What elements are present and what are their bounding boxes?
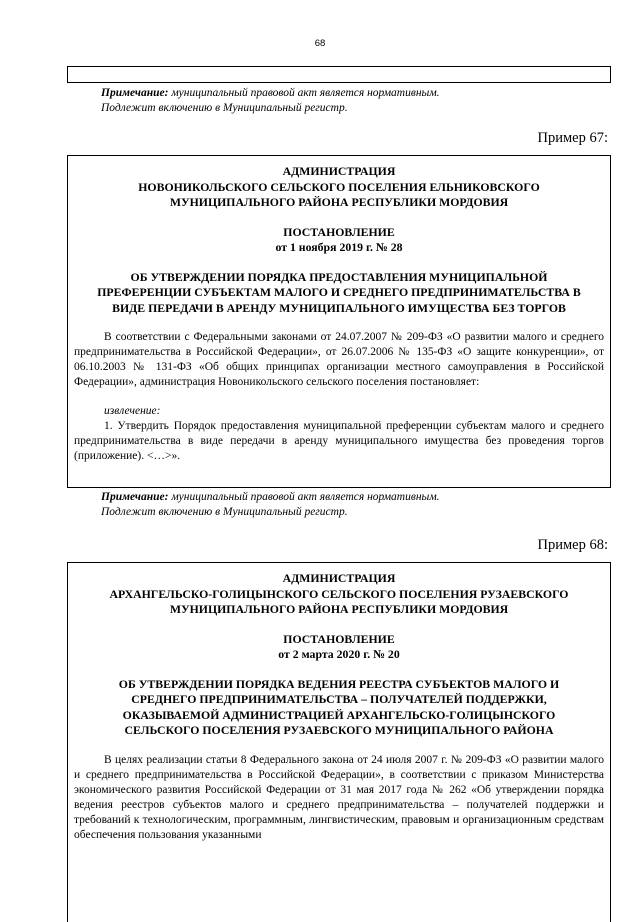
example-67-document bbox=[67, 155, 611, 488]
doc-type: ПОСТАНОВЛЕНИЕ bbox=[283, 631, 395, 646]
doc-title-line: ПРЕФЕРЕНЦИИ СУБЪЕКТАМ МАЛОГО И СРЕДНЕГО ПРЕДПРИНИМАТЕЛЬСТВА В bbox=[97, 285, 581, 299]
example-68-document bbox=[67, 562, 611, 922]
example-68-label: Пример 68: bbox=[537, 537, 608, 553]
note-2-text: муниципальный правовой акт является нормативным. bbox=[171, 491, 440, 503]
org-header-line: НОВОНИКОЛЬСКОГО СЕЛЬСКОГО ПОСЕЛЕНИЯ ЕЛЬНИКОВСКОГО bbox=[138, 179, 540, 194]
org-header-line: АРХАНГЕЛЬСКО-ГОЛИЦЫНСКОГО СЕЛЬСКОГО ПОСЕЛЕНИЯ РУЗАЕВСКОГО bbox=[109, 586, 569, 601]
note-1-label: Примечание: bbox=[101, 87, 169, 99]
doc-body-paragraph: В соответствии с Федеральными законами от 24.07.2007 № 209-ФЗ «О развитии малого и среднего предпринимательства в Российской Федерации», от 26.07.2006 № 135-ФЗ «О защите конкуренции», от 06.10.2003 № 131-ФЗ «Об общих принципах организации местного самоуправления в Российской Федерации», администрация Новоникольского сельского поселения постановляет: bbox=[74, 331, 604, 388]
page-number: 68 bbox=[314, 38, 326, 49]
doc-type: ПОСТАНОВЛЕНИЕ bbox=[283, 224, 395, 239]
doc-title-line: СЕЛЬСКОГО ПОСЕЛЕНИЯ РУЗАЕВСКОГО МУНИЦИПАЛЬНОГО РАЙОНА bbox=[124, 723, 554, 737]
doc-title-line: ОБ УТВЕРЖДЕНИИ ПОРЯДКА ПРЕДОСТАВЛЕНИЯ МУНИЦИПАЛЬНОЙ bbox=[130, 269, 548, 284]
doc-body-paragraph: В целях реализации статьи 8 Федерального закона от 24 июля 2007 г. № 209-ФЗ «О развитии малого и среднего предпринимательства в Российской Федерации», в соответствии с приказом Министерства экономического развития Российской Федерации от 31 мая 2017 года № 262 «Об утверждении порядка ведения реестров субъектов малого и среднего предпринимательства – получателей поддержки и требований к технологическим, программным, лингвистическим, правовым и организационным средствам обеспечения пользования указанными bbox=[74, 753, 604, 841]
example-67-label: Пример 67: bbox=[537, 130, 608, 146]
doc-title-line: ВИДЕ ПЕРЕДАЧИ В АРЕНДУ МУНИЦИПАЛЬНОГО ИМУЩЕСТВА БЕЗ ТОРГОВ bbox=[112, 300, 566, 315]
note-2 bbox=[101, 490, 601, 520]
previous-document-box-end bbox=[67, 66, 611, 83]
note-1-line2: Подлежит включению в Муниципальный регистр. bbox=[101, 102, 348, 114]
extract-label: извлечение: bbox=[104, 405, 161, 417]
doc-title-line: ОБ УТВЕРЖДЕНИИ ПОРЯДКА ВЕДЕНИЯ РЕЕСТРА СУБЪЕКТОВ МАЛОГО И bbox=[118, 676, 560, 691]
doc-title-line: ОКАЗЫВАЕМОЙ АДМИНИСТРАЦИЕЙ АРХАНГЕЛЬСКО-ГОЛИЦЫНСКОГО bbox=[122, 707, 556, 722]
org-header-line: АДМИНИСТРАЦИЯ bbox=[282, 571, 396, 585]
org-header-line: МУНИЦИПАЛЬНОГО РАЙОНА РЕСПУБЛИКИ МОРДОВИЯ bbox=[169, 195, 509, 209]
note-1-text: муниципальный правовой акт является нормативным. bbox=[171, 87, 440, 99]
note-2-label: Примечание: bbox=[101, 491, 169, 503]
doc-date: от 2 марта 2020 г. № 20 bbox=[278, 647, 400, 661]
note-1 bbox=[101, 86, 601, 116]
org-header-line: АДМИНИСТРАЦИЯ bbox=[282, 164, 396, 178]
doc-title-line: СРЕДНЕГО ПРЕДПРИНИМАТЕЛЬСТВА – ПОЛУЧАТЕЛЕЙ ПОДДЕРЖКИ, bbox=[131, 692, 547, 706]
doc-date: от 1 ноября 2019 г. № 28 bbox=[275, 240, 403, 254]
doc-item-1: 1. Утвердить Порядок предоставления муниципальной преференции субъектам малого и среднего предпринимательства в виде передачи в аренду муниципального имущества без проведения торгов (приложение). <…>». bbox=[74, 420, 604, 462]
note-2-line2: Подлежит включению в Муниципальный регистр. bbox=[101, 506, 348, 518]
org-header-line: МУНИЦИПАЛЬНОГО РАЙОНА РЕСПУБЛИКИ МОРДОВИЯ bbox=[169, 602, 509, 616]
